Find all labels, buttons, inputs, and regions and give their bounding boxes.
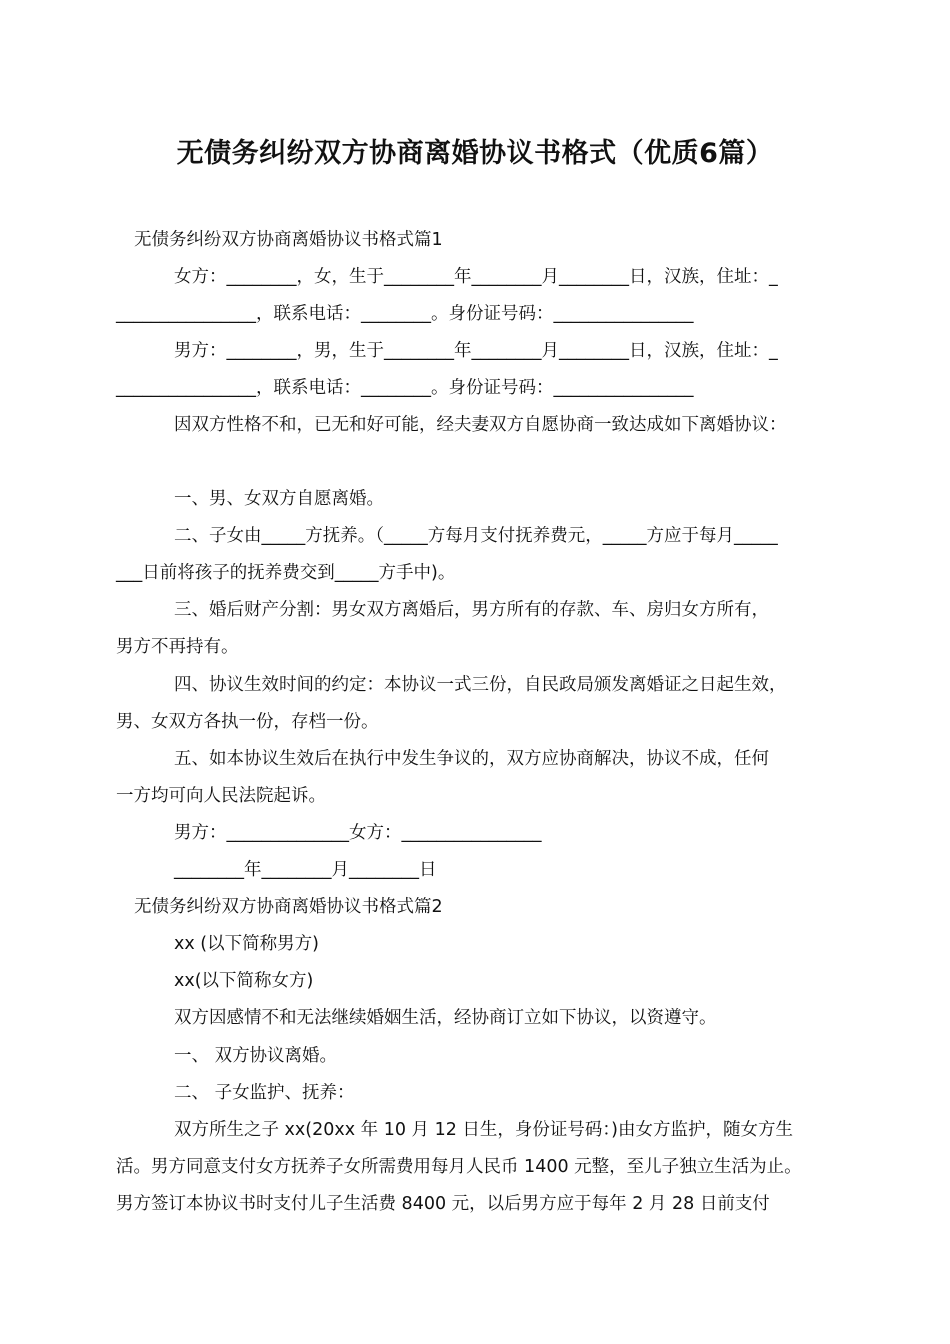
paragraph-line: 二、子女由_____方抚养。（_____方每月支付抚养费元，_____方应于每月_____: [174, 526, 778, 546]
paragraph-line: 双方因感情不和无法继续婚姻生活，经协商订立如下协议，以资遵守。: [174, 1008, 717, 1028]
signature-line: 男方：______________女方：________________: [174, 823, 542, 843]
paragraph-line: 女方：________，女，生于________年________月________日，汉族，住址：_: [174, 267, 778, 287]
paragraph-line: 一、 双方协议离婚。: [174, 1046, 338, 1066]
section-heading-2: 无债务纠纷双方协商离婚协议书格式篇2: [134, 897, 443, 917]
paragraph-line: 男、女双方各执一份，存档一份。: [116, 712, 379, 732]
paragraph-line: 一、男、女双方自愿离婚。: [174, 489, 384, 509]
paragraph-line: 四、协议生效时间的约定：本协议一式三份，自民政局颁发离婚证之日起生效，: [174, 675, 787, 695]
paragraph-line: xx(以下简称女方): [174, 971, 314, 991]
paragraph-line: 男方不再持有。: [116, 637, 239, 657]
paragraph-line: 五、如本协议生效后在执行中发生争议的，双方应协商解决，协议不成，任何: [174, 749, 769, 769]
date-line: ________年________月________日: [174, 860, 437, 880]
paragraph-line: ___日前将孩子的抚养费交到_____方手中)。: [116, 563, 456, 583]
paragraph-line: 男方：________，男，生于________年________月________日，汉族，住址：_: [174, 341, 778, 361]
document-title: 无债务纠纷双方协商离婚协议书格式（优质6篇）: [176, 138, 774, 169]
paragraph-line: 因双方性格不和，已无和好可能，经夫妻双方自愿协商一致达成如下离婚协议：: [174, 415, 787, 435]
paragraph-line: ________________，联系电话：________。身份证号码：________________: [116, 378, 694, 398]
paragraph-line: 三、婚后财产分割：男女双方离婚后，男方所有的存款、车、房归女方所有，: [174, 600, 769, 620]
paragraph-line: ________________，联系电话：________。身份证号码：________________: [116, 304, 694, 324]
paragraph-line: xx (以下简称男方): [174, 934, 319, 954]
paragraph-line: 双方所生之子 xx(20xx 年 10 月 12 日生，身份证号码：)由女方监护，随女方生: [174, 1120, 794, 1140]
paragraph-line: 活。男方同意支付女方抚养子女所需费用每月人民币 1400 元整，至儿子独立生活为止。: [116, 1157, 802, 1177]
paragraph-line: 一方均可向人民法院起诉。: [116, 786, 326, 806]
paragraph-line: 二、 子女监护、抚养：: [174, 1083, 355, 1103]
section-heading-1: 无债务纠纷双方协商离婚协议书格式篇1: [134, 230, 443, 250]
paragraph-line: 男方签订本协议书时支付儿子生活费 8400 元，以后男方应于每年 2 月 28 日前支付: [116, 1194, 770, 1214]
